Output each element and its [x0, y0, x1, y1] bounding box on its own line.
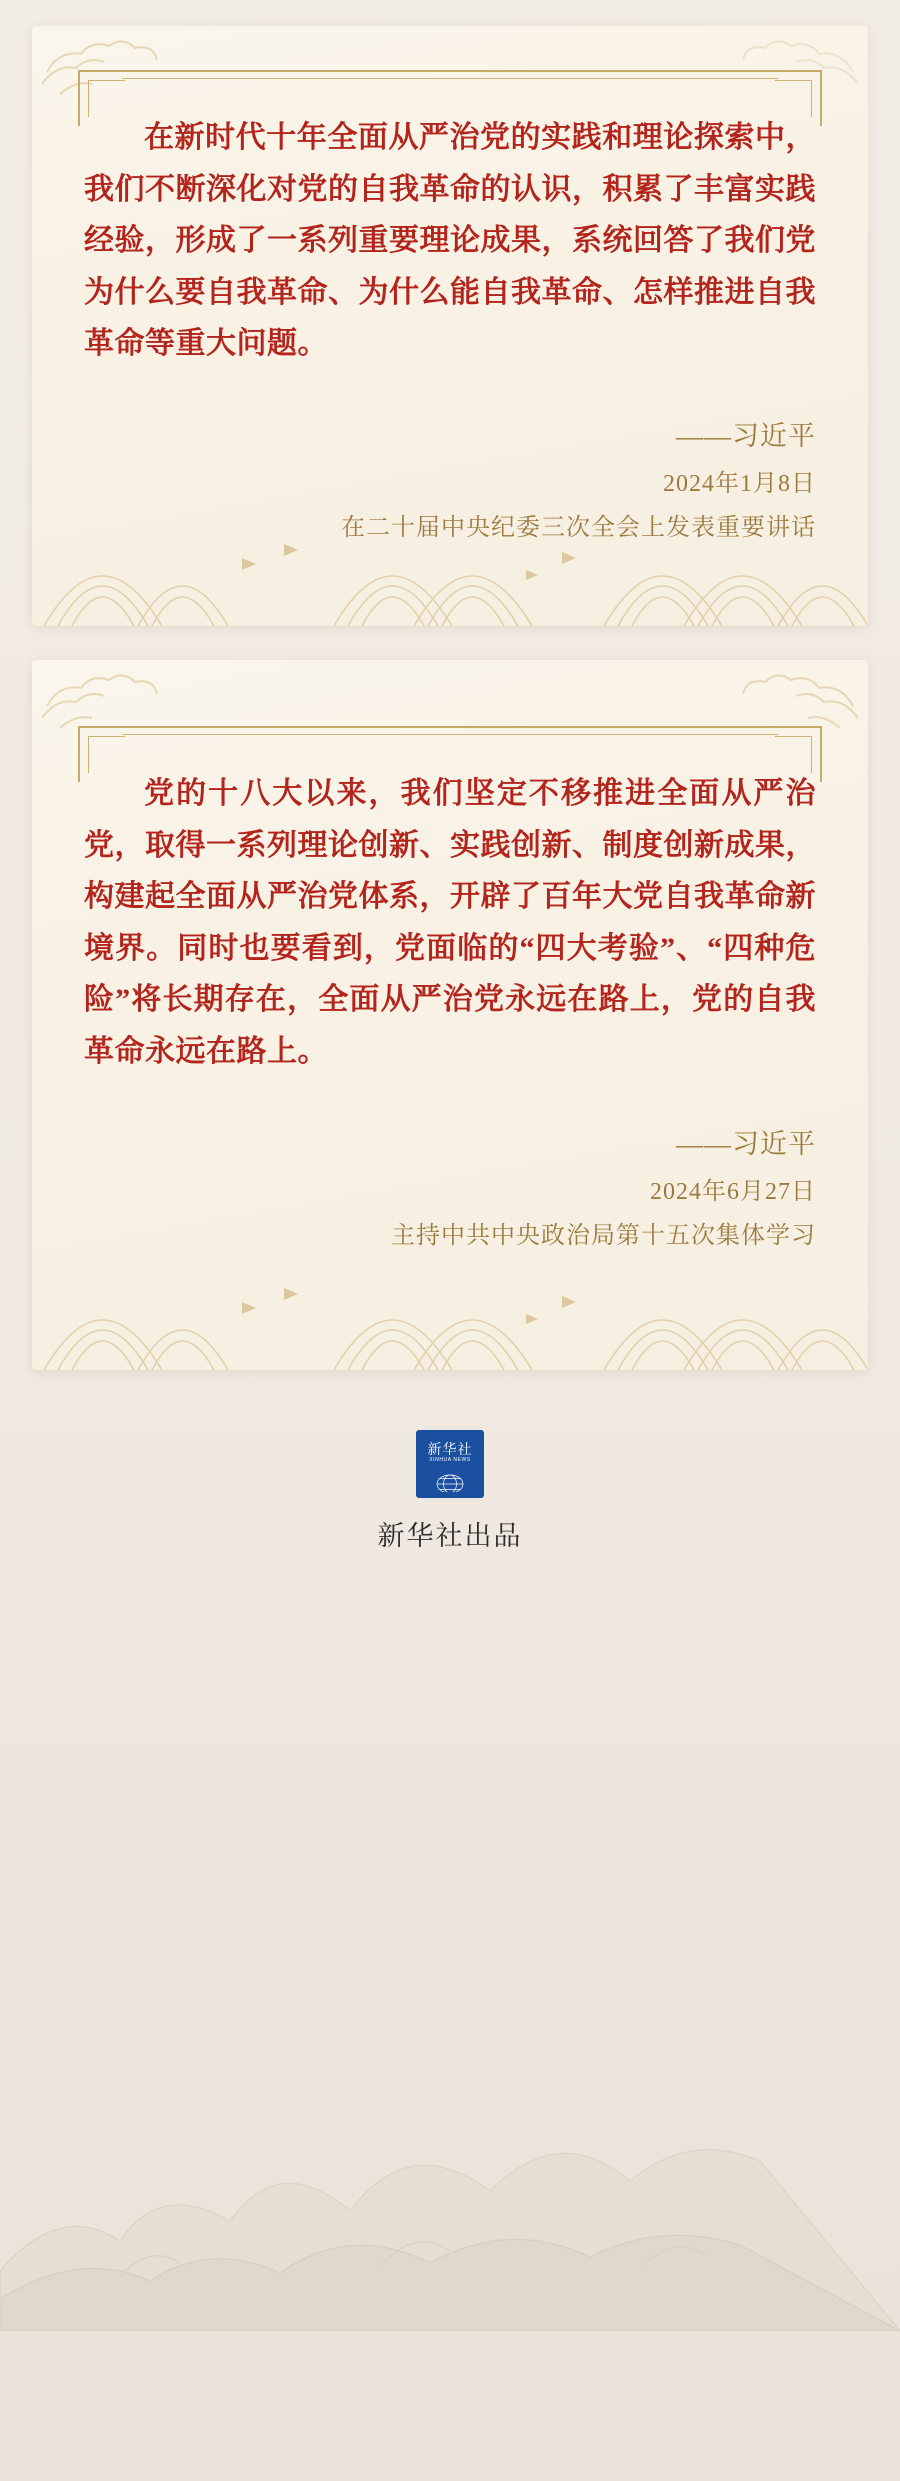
frame-line-top-inner-2: [122, 734, 778, 735]
attribution-name-1: 习近平: [732, 420, 816, 451]
frame-line-top: [132, 70, 768, 72]
attribution-occasion-2: 主持中共中央政治局第十五次集体学习: [391, 1222, 816, 1249]
attribution-date-2: 2024年6月27日: [650, 1178, 816, 1205]
globe-icon: [435, 1472, 465, 1492]
logo-cn-text: 新华社: [427, 1441, 473, 1457]
attribution-dash-1: ——: [676, 420, 732, 451]
attribution-name-line-2: [84, 1120, 816, 1170]
attribution-2: [84, 1120, 816, 1259]
logo-en-text: XINHUA NEWS: [429, 1457, 471, 1463]
attribution-dash-2: ——: [676, 1128, 732, 1159]
frame-line-top-inner: [122, 78, 778, 79]
attribution-date-1: 2024年1月8日: [663, 470, 816, 497]
attribution-1: [84, 412, 816, 551]
quote-card-1: [32, 26, 868, 626]
attribution-name-line-1: [84, 412, 816, 462]
footer: [32, 1404, 868, 1593]
attribution-name-2: 习近平: [732, 1128, 816, 1159]
attribution-occasion-1: 在二十届中央纪委三次全会上发表重要讲话: [341, 515, 816, 542]
quote-text-1: 在新时代十年全面从严治党的实践和理论探索中，我们不断深化对党的自我革命的认识，积累了丰富实践经验，形成了一系列重要理论成果，系统回答了我们党为什么要自我革命、为什么能自我革命、怎样推进自我革命等重大问题。: [84, 121, 816, 361]
quote-card-2: [32, 660, 868, 1370]
footer-text: 新华社出品: [377, 1521, 523, 1551]
quote-text-2: 党的十八大以来，我们坚定不移推进全面从严治党，取得一系列理论创新、实践创新、制度创新成果，构建起全面从严治党体系，开辟了百年大党自我革命新境界。同时也要看到，党面临的“四大考验”、“四种危险”将长期存在，全面从严治党永远在路上，党的自我革命永远在路上。: [84, 777, 816, 1068]
frame-line-top-2: [132, 726, 768, 728]
xinhua-logo: [416, 1430, 484, 1498]
mountain-background: [0, 2071, 900, 2331]
